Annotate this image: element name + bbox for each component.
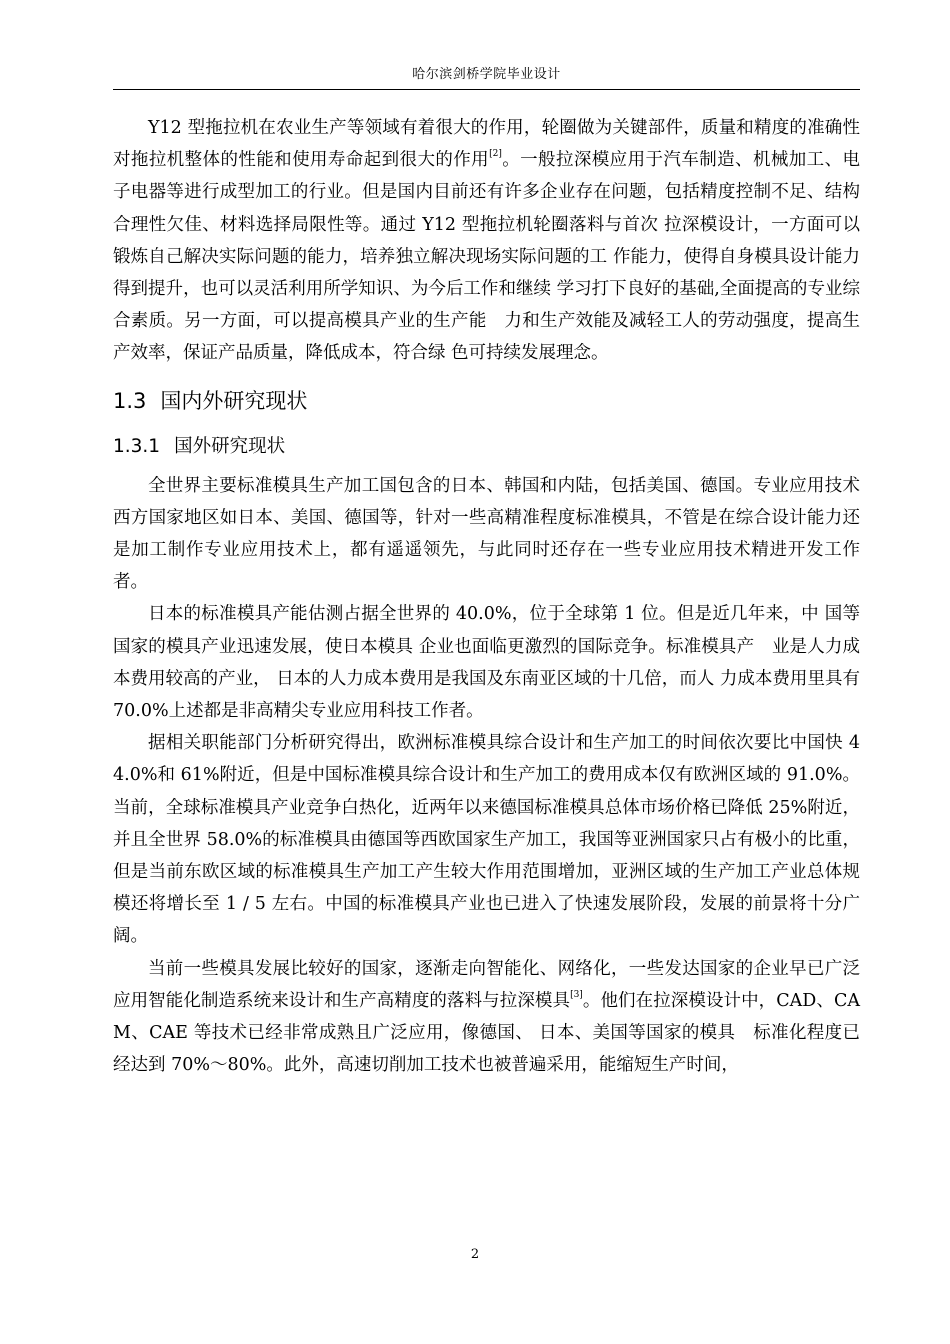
paragraph-intro-text-b: 。一般拉深模应用于汽车制造、机械加工、电子电器等进行成型加工的行业。但是国内目前还有许多企业存在问题，包括精度控制不足、结构合理性欠佳、材料选择局限性等。通过 Y12 型拖拉机轮圈落料与首次 拉深模设计，一方面可以锻炼自己解决实际问题的能力，培养独立解决现场实际问题的工 作能力，使得自身模具设计能力得到提升，也可以灵活利用所学知识、为今后工作和继续 学习打下良好的基础,全面提高的专业综合素质。另一方面，可以提高模具产业的生产能 力和生产效能及减轻工人的劳动强度，提高生产效率，保证产品质量，降低成本，符合绿 色可持续发展理念。	[113, 150, 860, 364]
section-title: 国内外研究现状	[160, 388, 308, 413]
section-heading-1-3	[113, 378, 860, 424]
page-number: 2	[470, 1247, 480, 1262]
paragraph-intelligent-text-b: 。他们在拉深模设计中，CAD、CAM、CAE 等技术已经非常成熟且广泛应用，像德国、 日本、美国等国家的模具 标准化程度已经达到 70%～80%。此外，高速切削加工技术也被普遍采用，能缩短生产时间，	[113, 990, 861, 1076]
paragraph-europe: 据相关职能部门分析研究得出，欧洲标准模具综合设计和生产加工的时间依次要比中国快 44.0%和 61%附近，但是中国标准模具综合设计和生产加工的费用成本仅有欧洲区域的 91.0%。当前，全球标准模具产业竞争白热化，近两年以来德国标准模具总体市场价格已降低 25%附近，并且全世界 58.0%的标准模具由德国等西欧国家生产加工，我国等亚洲国家只占有极小的比重，但是当前东欧区域的标准模具生产加工产生较大作用范围增加，亚洲区域的生产加工产业总体规模还将增长至 1 / 5 左右。中国的标准模具产业也已进入了快速发展阶段，发展的前景将十分广阔。	[113, 733, 860, 947]
subsection-title: 国外研究现状	[174, 435, 286, 457]
paragraph-intro-text-a: Y12 型拖拉机在农业生产等领域有着很大的作用，轮圈做为关键部件，质量和精度的准确性对拖拉机整体的性能和使用寿命起到很大的作用	[113, 118, 860, 171]
page-header: 哈尔滨剑桥学院毕业设计	[412, 67, 561, 82]
section-number: 1.3	[113, 388, 147, 413]
subsection-number: 1.3.1	[113, 435, 161, 457]
citation-ref-2: [2]	[489, 149, 502, 160]
citation-ref-3: [3]	[570, 989, 583, 1000]
paragraph-intelligent-manufacturing	[113, 953, 860, 1082]
paragraph-intro	[113, 112, 860, 370]
paragraph-global-producers: 全世界主要标准模具生产加工国包含的日本、韩国和内陆，包括美国、德国。专业应用技术西方国家地区如日本、美国、德国等，针对一些高精准程度标准模具，不管是在综合设计能力还是加工制作专业应用技术上，都有遥遥领先，与此同时还存在一些专业应用技术精进开发工作者。	[113, 475, 860, 593]
subsection-heading-1-3-1	[113, 424, 860, 470]
header-divider	[113, 89, 860, 90]
document-body	[113, 112, 860, 1081]
paragraph-japan: 日本的标准模具产能估测占据全世界的 40.0%，位于全球第 1 位。但是近几年来，中 国等国家的模具产业迅速发展，使日本模具 企业也面临更激烈的国际竞争。标准模具产 业是人力成本费用较高的产业， 日本的人力成本费用是我国及东南亚区域的十几倍，而人 力成本费用里具有 70.0%上述都是非高精尖专业应用科技工作者。	[113, 604, 860, 722]
paragraph-intelligent-text-a: 当前一些模具发展比较好的国家，逐渐走向智能化、网络化，一些发达国家的企业早已广泛应用智能化制造系统来设计和生产高精度的落料与拉深模具	[113, 958, 860, 1011]
